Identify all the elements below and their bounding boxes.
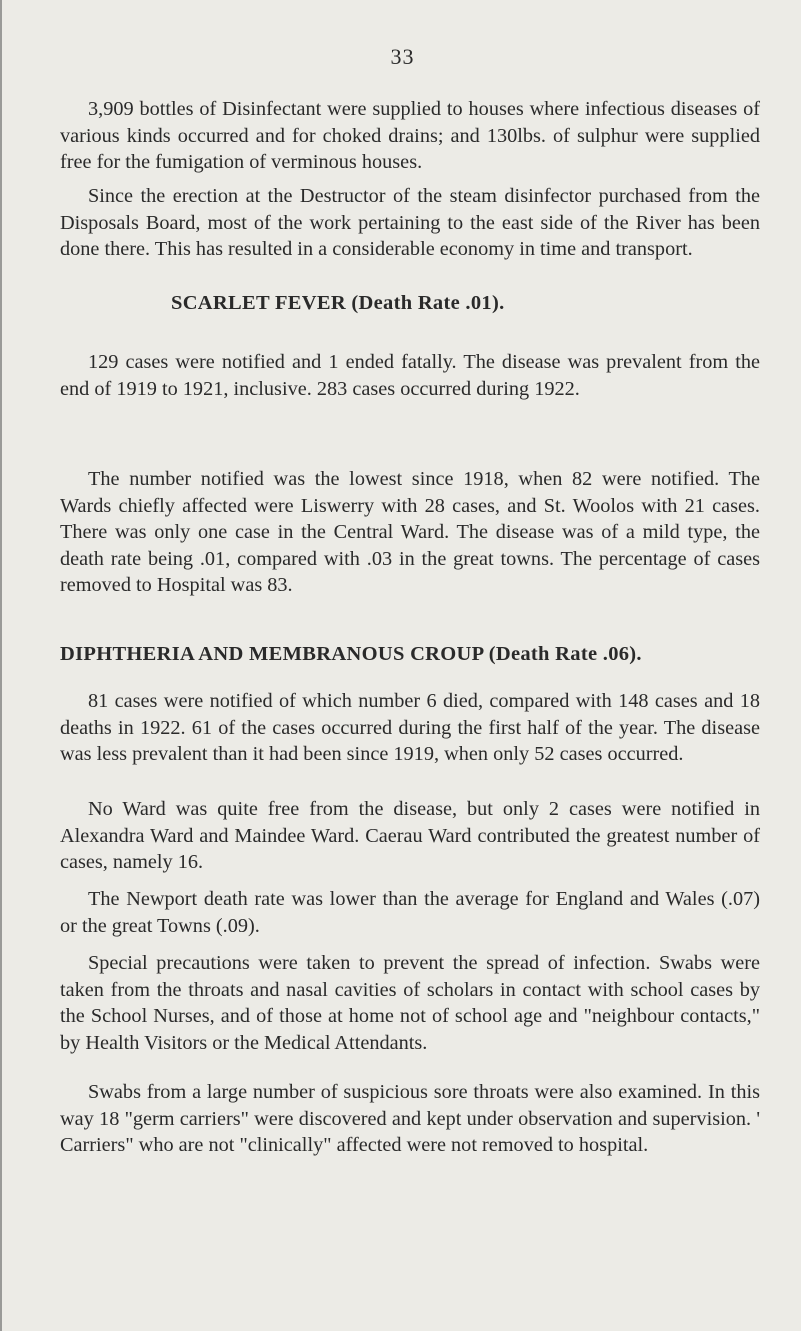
page-number: 33	[390, 44, 415, 69]
diphtheria-death-rate-paragraph: The Newport death rate was lower than the average for England and Wales (.07) or the great Towns (.09).	[60, 888, 760, 937]
diphtheria-precautions-paragraph: Special precautions were taken to prevent the spread of infection. Swabs were taken from the throats and nasal cavities of scholars in contact with school cases by the School Nurses, and of those at home not of school age and "neighbour contacts," by Health Visitors or the Medical Attendants.	[60, 952, 760, 1054]
steam-disinfector-paragraph: Since the erection at the Destructor of the steam disinfector purchased from the Disposals Board, most of the work pertaining to the east side of the River has been done there. This has resulted in a considerable economy in time and transport.	[60, 185, 760, 260]
diphtheria-heading: DIPHTHERIA AND MEMBRANOUS CROUP (Death Rate .06).	[60, 643, 642, 665]
diphtheria-carriers-paragraph: Swabs from a large number of suspicious sore throats were also examined. In this way 18 "germ carriers" were discovered and kept under observation and supervision. ' Carriers" who are not "clinically" affected were not removed to hospital.	[60, 1081, 760, 1156]
scarlet-fever-heading: SCARLET FEVER (Death Rate .01).	[171, 292, 505, 314]
diphtheria-cases-paragraph: 81 cases were notified of which number 6 died, compared with 148 cases and 18 deaths in 1922. 61 of the cases occurred during the first half of the year. The disease was less prevalent than it had been since 1919, when only 52 cases occurred.	[60, 690, 760, 765]
scarlet-fever-wards-paragraph: The number notified was the lowest since 1918, when 82 were notified. The Wards chiefly affected were Liswerry with 28 cases, and St. Woolos with 21 cases. There was only one case in the Central Ward. The disease was of a mild type, the death rate being .01, compared with .03 in the great towns. The percentage of cases removed to Hospital was 83.	[60, 468, 760, 596]
disinfectant-supply-paragraph: 3,909 bottles of Disinfectant were supplied to houses where infectious diseases of various kinds occurred and for choked drains; and 130lbs. of sulphur were supplied free for the fumigation of verminous houses.	[60, 98, 760, 173]
diphtheria-wards-paragraph: No Ward was quite free from the disease, but only 2 cases were notified in Alexandra Ward and Maindee Ward. Caerau Ward contributed the greatest number of cases, namely 16.	[60, 798, 760, 873]
scarlet-fever-cases-paragraph: 129 cases were notified and 1 ended fatally. The disease was prevalent from the end of 1919 to 1921, inclusive. 283 cases occurred during 1922.	[60, 351, 760, 400]
